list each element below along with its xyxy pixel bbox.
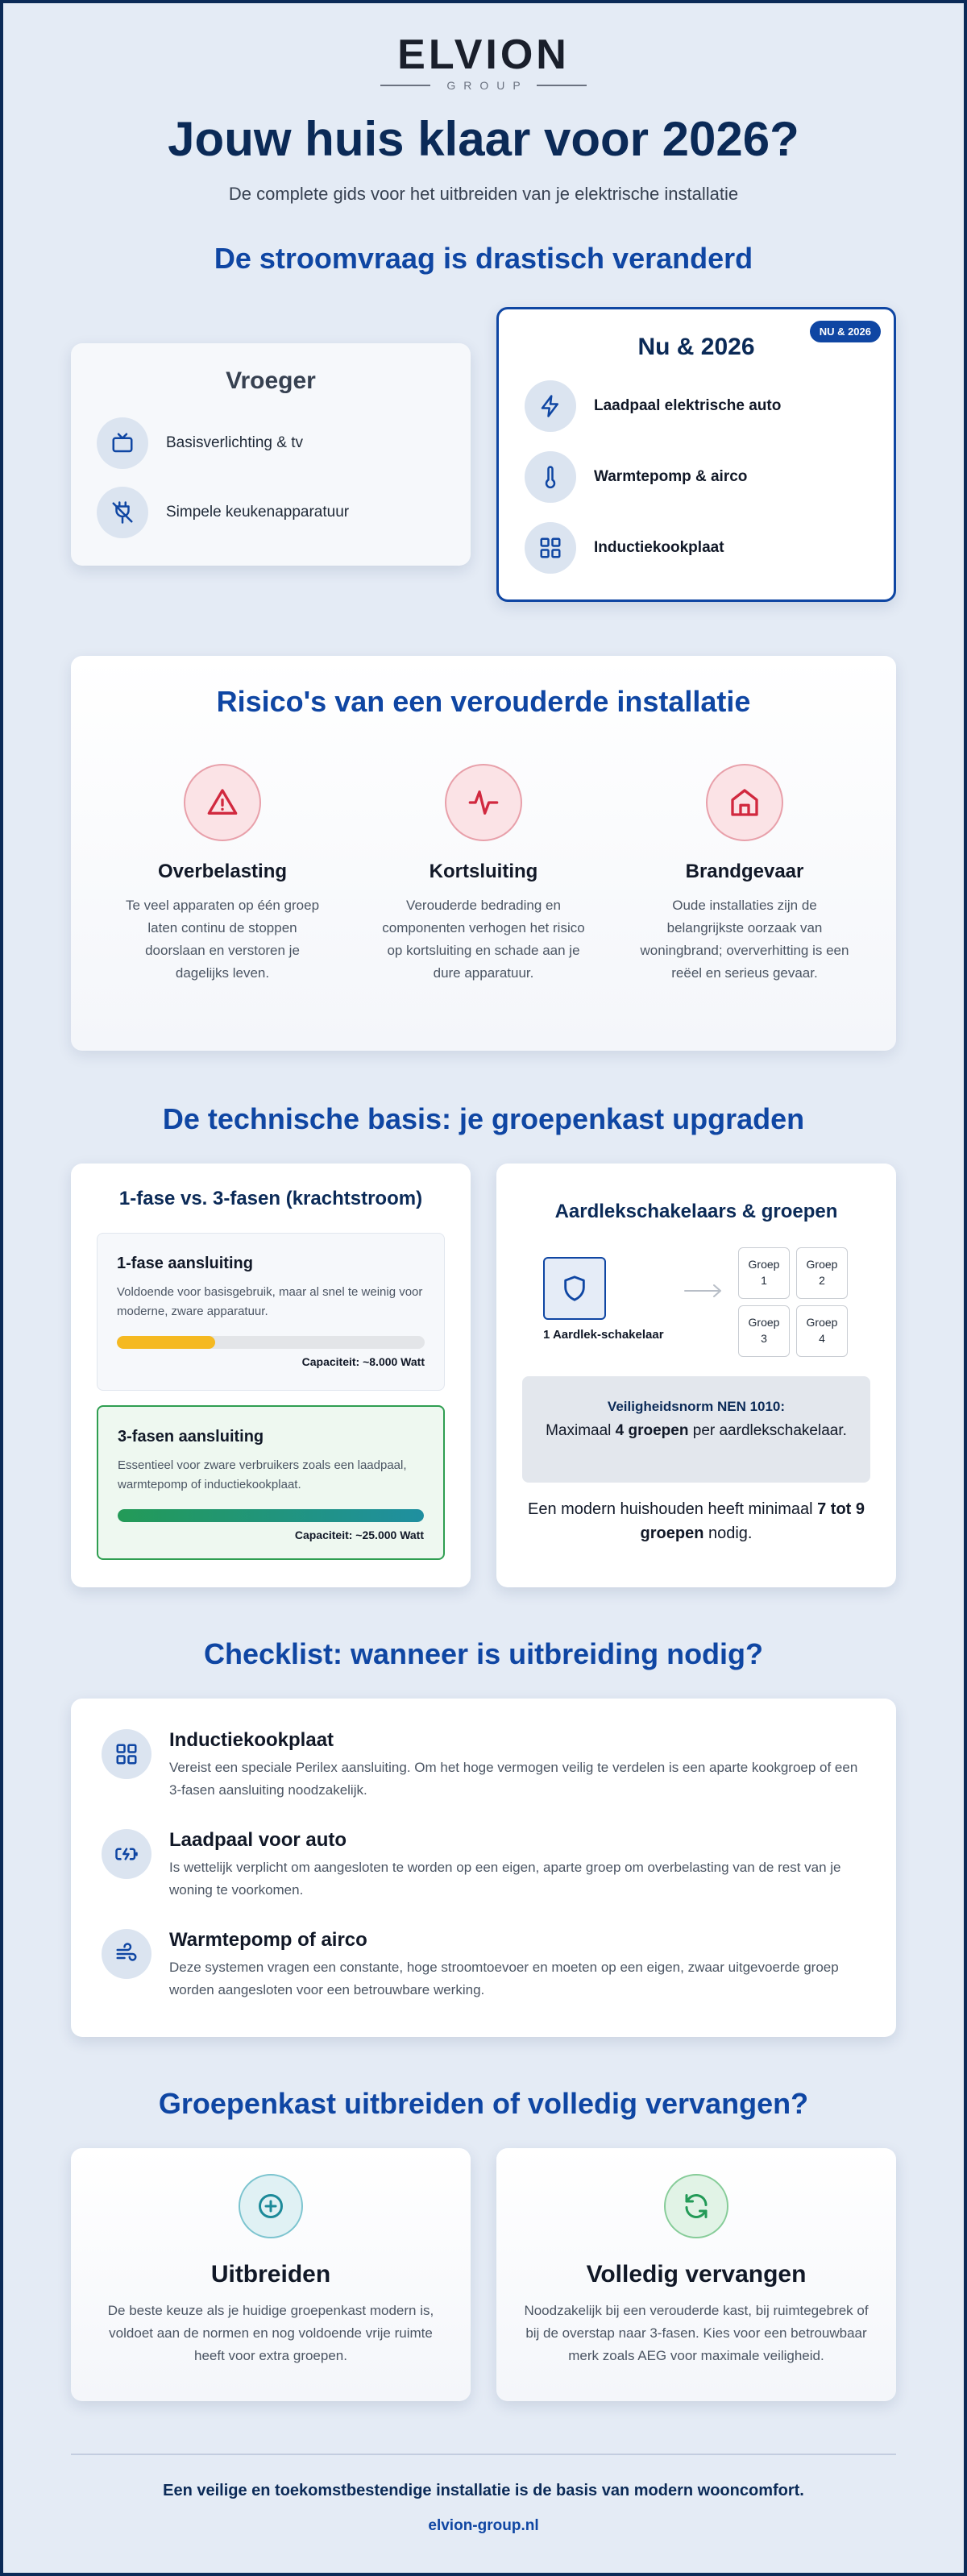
groep-label: Groep	[748, 1258, 780, 1271]
now-badge: NU & 2026	[810, 321, 881, 342]
logo-line-left	[380, 85, 430, 86]
capacity-bar-fill	[117, 1336, 215, 1349]
checklist-section-title: Checklist: wanneer is uitbreiding nodig?	[203, 1637, 764, 1670]
risk-item	[379, 764, 588, 985]
groep-label: Groep	[806, 1258, 838, 1271]
checklist-item	[102, 1829, 867, 1902]
plus-circle-icon	[239, 2174, 303, 2238]
groep-number: 2	[819, 1274, 825, 1287]
groep-box	[738, 1247, 790, 1299]
risk-item	[640, 764, 849, 985]
phases-card	[71, 1164, 471, 1587]
checklist-item	[102, 1929, 867, 2001]
checklist-item-name: Laadpaal voor auto	[169, 1829, 347, 1851]
grid-icon	[525, 522, 576, 574]
rcd-footnote	[522, 1497, 870, 1545]
logo-line-right	[537, 85, 587, 86]
risk-name: Kortsluiting	[429, 861, 538, 882]
past-item	[97, 417, 303, 469]
replace-card	[496, 2148, 896, 2401]
checklist-item-name: Inductiekookplaat	[169, 1729, 334, 1751]
groep-number: 3	[761, 1332, 767, 1345]
expand-title: Uitbreiden	[210, 2261, 331, 2288]
now-item	[525, 451, 747, 503]
risk-name: Overbelasting	[157, 861, 288, 882]
risks-card	[71, 656, 896, 1051]
checklist-item	[102, 1729, 867, 1802]
logo-name: ELVION	[397, 31, 570, 78]
rcd-title: Aardlekschakelaars & groepen	[554, 1201, 838, 1222]
nen-text	[522, 1420, 870, 1442]
rcd-foot-bold: 7 tot 9 groepen	[640, 1500, 865, 1542]
rcd-foot-post: nodig.	[703, 1524, 753, 1542]
groep-label: Groep	[806, 1316, 838, 1329]
plug-off-icon	[97, 487, 148, 538]
phase-name: 1-fase aansluiting	[117, 1255, 253, 1272]
past-card-title: Vroeger	[226, 367, 316, 394]
warning-icon	[184, 764, 261, 841]
rcd-switch-label: 1 Aardlek-schakelaar	[543, 1328, 664, 1342]
rcd-card	[496, 1164, 896, 1587]
page-subtitle: De complete gids voor het uitbreiden van je elektrische installatie	[228, 184, 739, 204]
footer-text: Een veilige en toekomstbestendige installatie is de basis van modern wooncomfort.	[163, 2482, 804, 2499]
phase-desc: Voldoende voor basisgebruik, maar al snel te weinig voor moderne, zware apparatuur.	[117, 1285, 423, 1318]
lightning-icon	[525, 380, 576, 432]
past-item-label: Basisverlichting & tv	[166, 434, 304, 451]
now-item-label: Laadpaal elektrische auto	[594, 397, 782, 414]
page-title: Jouw huis klaar voor 2026?	[168, 112, 799, 166]
now-item-label: Inductiekookplaat	[594, 539, 724, 556]
groep-box	[796, 1305, 848, 1357]
groep-label: Groep	[748, 1316, 780, 1329]
footer-divider	[71, 2454, 896, 2455]
nen-text-pre: Maximaal	[546, 1422, 616, 1439]
risk-text: Te veel apparaten op één groep laten continu de stoppen doorslaan en verstoren je dagelijks leven.	[125, 898, 320, 981]
capacity-bar	[118, 1509, 424, 1522]
capacity-label: Capaciteit: ~25.000 Watt	[294, 1529, 424, 1541]
phases-title: 1-fase vs. 3-fasen (krachtstroom)	[118, 1188, 423, 1209]
risk-text: Verouderde bedrading en componenten verhogen het risico op kortsluiting en schade aan je dure apparatuur.	[382, 898, 585, 981]
now-item	[525, 522, 724, 574]
expand-card	[71, 2148, 471, 2401]
nen-text-bold: 4 groepen	[615, 1422, 689, 1439]
groep-box	[796, 1247, 848, 1299]
decision-section-title: Groepenkast uitbreiden of volledig vervangen?	[158, 2087, 809, 2120]
battery-charge-icon	[102, 1829, 151, 1879]
capacity-bar	[117, 1336, 425, 1349]
nen-norm-box	[522, 1376, 870, 1483]
past-card	[71, 343, 471, 566]
footer-link[interactable]: elvion-group.nl	[428, 2517, 539, 2534]
now-card-title: Nu & 2026	[637, 334, 755, 360]
refresh-icon	[664, 2174, 728, 2238]
groep-number: 4	[819, 1332, 825, 1345]
past-item	[97, 487, 349, 538]
demand-section-title: De stroomvraag is drastisch veranderd	[214, 242, 753, 275]
groep-box	[738, 1305, 790, 1357]
shield-icon	[543, 1257, 606, 1320]
phase-name: 3-fasen aansluiting	[118, 1428, 264, 1446]
three-phase-box	[97, 1405, 445, 1560]
thermometer-icon	[525, 451, 576, 503]
checklist-item-desc: Deze systemen vragen een constante, hoge stroomtoevoer en moeten op een eigen, zwaar uitgevoerde groep worden aangesloten voor een betrouwbare werking.	[169, 1960, 839, 1997]
logo-sub-text: GROUP	[446, 79, 529, 92]
phase-desc: Essentieel voor zware verbruikers zoals een laadpaal, warmtepomp of inductiekookplaat.	[118, 1458, 407, 1491]
replace-title: Volledig vervangen	[586, 2261, 807, 2288]
grid-icon	[102, 1729, 151, 1779]
rcd-foot-pre: Een modern huishouden heeft minimaal	[527, 1500, 818, 1518]
risk-text: Oude installaties zijn de belangrijkste oorzaak van woningbrand; oververhitting is een reëel en serieus gevaar.	[640, 898, 849, 981]
now-card	[496, 307, 896, 602]
logo-sub	[380, 79, 587, 92]
wind-icon	[102, 1929, 151, 1979]
checklist-item-desc: Vereist een speciale Perilex aansluiting. Om het hoge vermogen veilig te verdelen is een aparte kookgroep of een 3-fasen aansluiting noodzakelijk.	[169, 1760, 858, 1798]
pulse-icon	[445, 764, 522, 841]
elvion-logo	[0, 31, 967, 92]
technical-section-title: De technische basis: je groepenkast upgraden	[162, 1102, 805, 1135]
past-item-label: Simpele keukenapparatuur	[166, 504, 350, 521]
risk-name: Brandgevaar	[685, 861, 804, 882]
risks-title: Risico's van een verouderde installatie	[216, 685, 751, 718]
arrow-right-icon	[683, 1283, 724, 1303]
expand-text: De beste keuze als je huidige groepenkast modern is, voldoet aan de normen en nog voldoende vrije ruimte heeft voor extra groepen.	[107, 2303, 434, 2363]
capacity-bar-fill	[118, 1509, 424, 1522]
groep-number: 1	[761, 1274, 767, 1287]
checklist-card	[71, 1699, 896, 2037]
now-item-label: Warmtepomp & airco	[594, 468, 748, 485]
one-phase-box	[97, 1233, 445, 1391]
risk-item	[118, 764, 327, 985]
tv-icon	[97, 417, 148, 469]
replace-text: Noodzakelijk bij een verouderde kast, bij ruimtegebrek of bij de overstap naar 3-fasen. Kies voor een betrouwbaar merk zoals AEG voor maximale veiligheid.	[524, 2303, 869, 2363]
checklist-item-name: Warmtepomp of airco	[169, 1929, 367, 1951]
house-icon	[706, 764, 783, 841]
checklist-item-desc: Is wettelijk verplicht om aangesloten te worden op een eigen, aparte groep om overbelasting van de rest van je woning te voorkomen.	[169, 1860, 841, 1898]
nen-text-post: per aardlekschakelaar.	[688, 1422, 847, 1439]
capacity-label: Capaciteit: ~8.000 Watt	[301, 1355, 425, 1368]
nen-title: Veiligheidsnorm NEN 1010:	[607, 1399, 786, 1414]
now-item	[525, 380, 781, 432]
